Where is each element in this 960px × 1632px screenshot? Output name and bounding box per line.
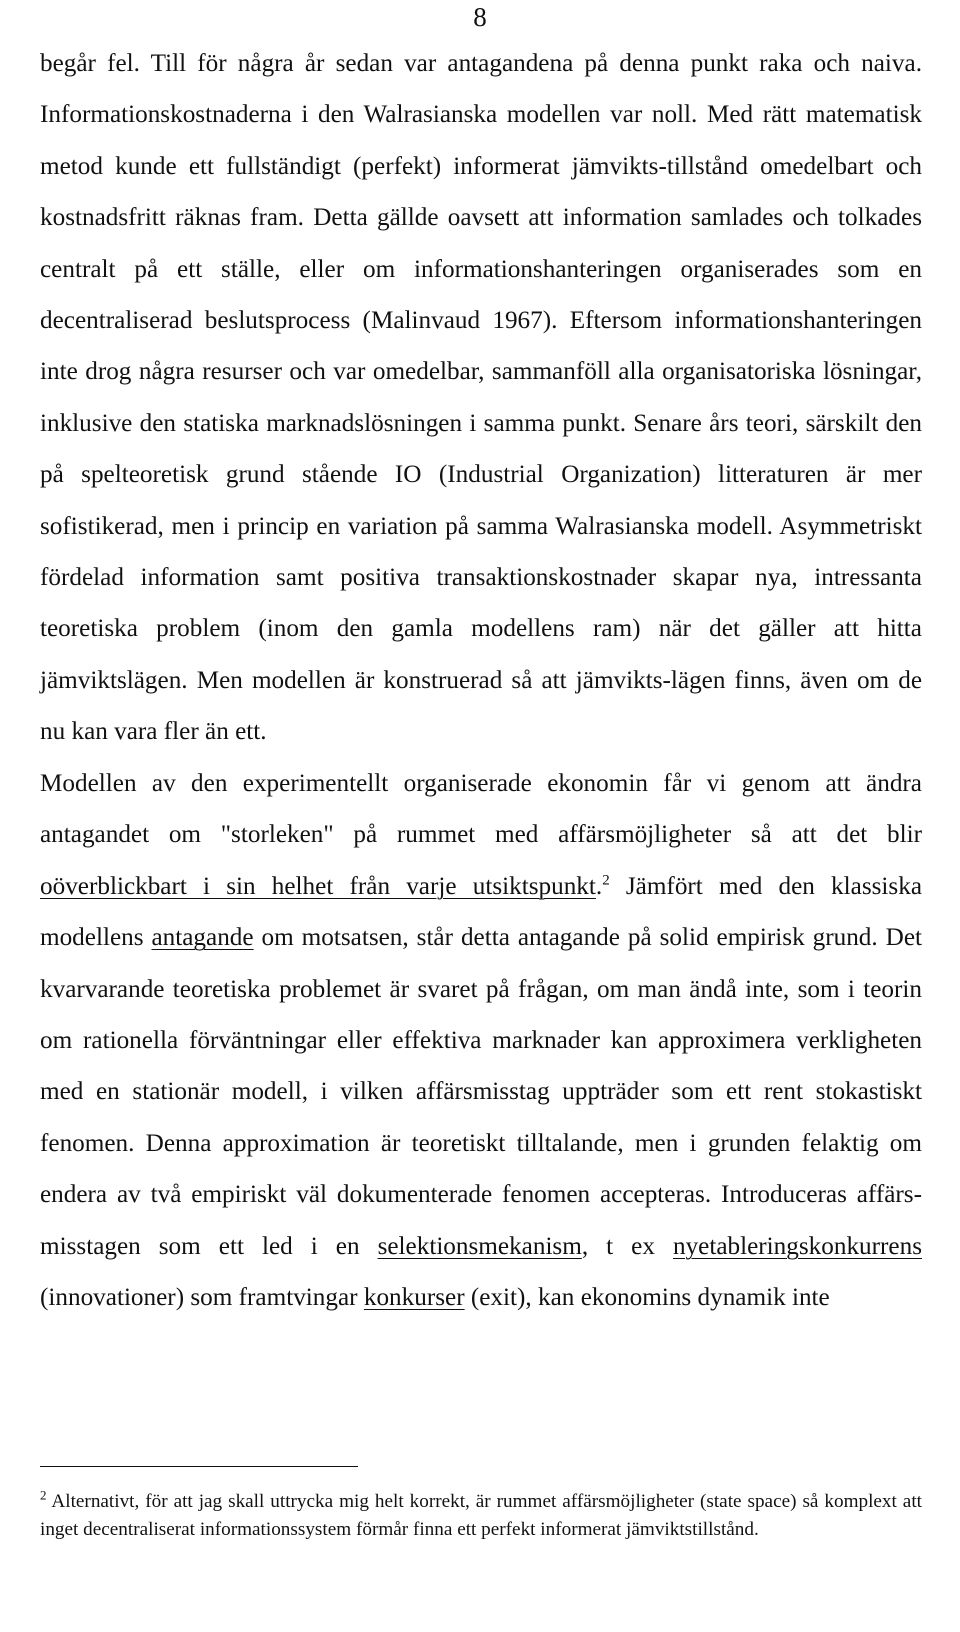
footnote-reference: 2 [602,872,610,889]
paragraph-2-text: om motsatsen, står detta antagande på solid empirisk grund. Det kvarvarande teoretiska problemet är svaret på frågan, om man ändå inte, som i teorin om rationella förväntningar eller effektiva marknader kan approximera verkligheten med en stationär modell, i vilken affärsmisstag uppträder som ett rent stokastiskt fenomen. Denna approximation är teoretiskt tilltalande, men i grunden felaktig om endera av två empiriskt väl dokumenterade fenomen accepteras. Introduceras affärs-misstagen som ett led i en [40,924,922,1260]
paragraph-2-text: , t ex [581,1232,673,1260]
paragraph-2-text: Jämfört med den klassiska modellens [40,872,922,952]
paragraph-1: begår fel. Till för några år sedan var antagandena på denna punkt raka och naiva. Informationskostnaderna i den Walrasianska modellen var noll. Med rätt matematisk metod kunde ett fullständigt (perfekt) informerat jämvikts-tillstånd omedelbart och kostnadsfritt räknas fram. Detta gällde oavsett att information samlades och tolkades centralt på ett ställe, eller om informationshanteringen organiserades som en decentraliserad beslutsprocess (Malinvaud 1967). Eftersom informationshanteringen inte drog några resurser och var omedelbar, sammanföll alla organisatoriska lösningar, inklusive den statiska marknadslösningen i samma punkt. Senare års teori, särskilt den på spelteoretisk grund stående IO (Industrial Organization) litteraturen är mer sofistikerad, men i princip en variation på samma Walrasianska modell. Asymmetriskt fördelad information samt positiva transaktionskostnader skapar nya, intressanta teoretiska problem (inom den gamla modellens ram) när det gäller att hitta jämviktslägen. Men modellen är konstruerad så att jämvikts-lägen finns, även om de nu kan vara fler än ett. [40,50,922,746]
paragraph-2-text: Modellen av den experimentellt organiserade ekonomin får vi genom att ändra antagandet om "storleken" på rummet med affärsmöjligheter så att det blir [40,770,922,849]
underlined-word-konkurser: konkurser [363,1284,465,1312]
footnote-divider [40,1466,358,1467]
footnote-text: Alternativt, för att jag skall uttrycka mig helt korrekt, är rummet affärsmöjligheter (state space) så komplext att inget decentraliserat informationssystem förmår finna ett perfekt informerat jämviktstillstånd. [40,1491,922,1540]
paragraph-2-text: . [595,872,603,900]
page-number: 8 [473,2,487,32]
paragraph-2-text: (innovationer) som framtvingar [40,1284,364,1312]
footnote [40,1488,922,1543]
underlined-word-selektionsmekanism: selektionsmekanism [377,1232,582,1260]
paragraph-2-text: (exit), kan ekonomins dynamik inte [464,1284,830,1312]
paragraph-2 [40,758,922,1323]
underlined-word-nyetableringskonkurrens: nyetableringskonkurrens [672,1232,922,1260]
underlined-word-antagande: antagande [151,924,254,952]
underlined-phrase-oeverblickbart: oöverblickbart i sin helhet från varje utsiktspunkt [40,872,596,900]
footnote-marker: 2 [40,1487,47,1503]
